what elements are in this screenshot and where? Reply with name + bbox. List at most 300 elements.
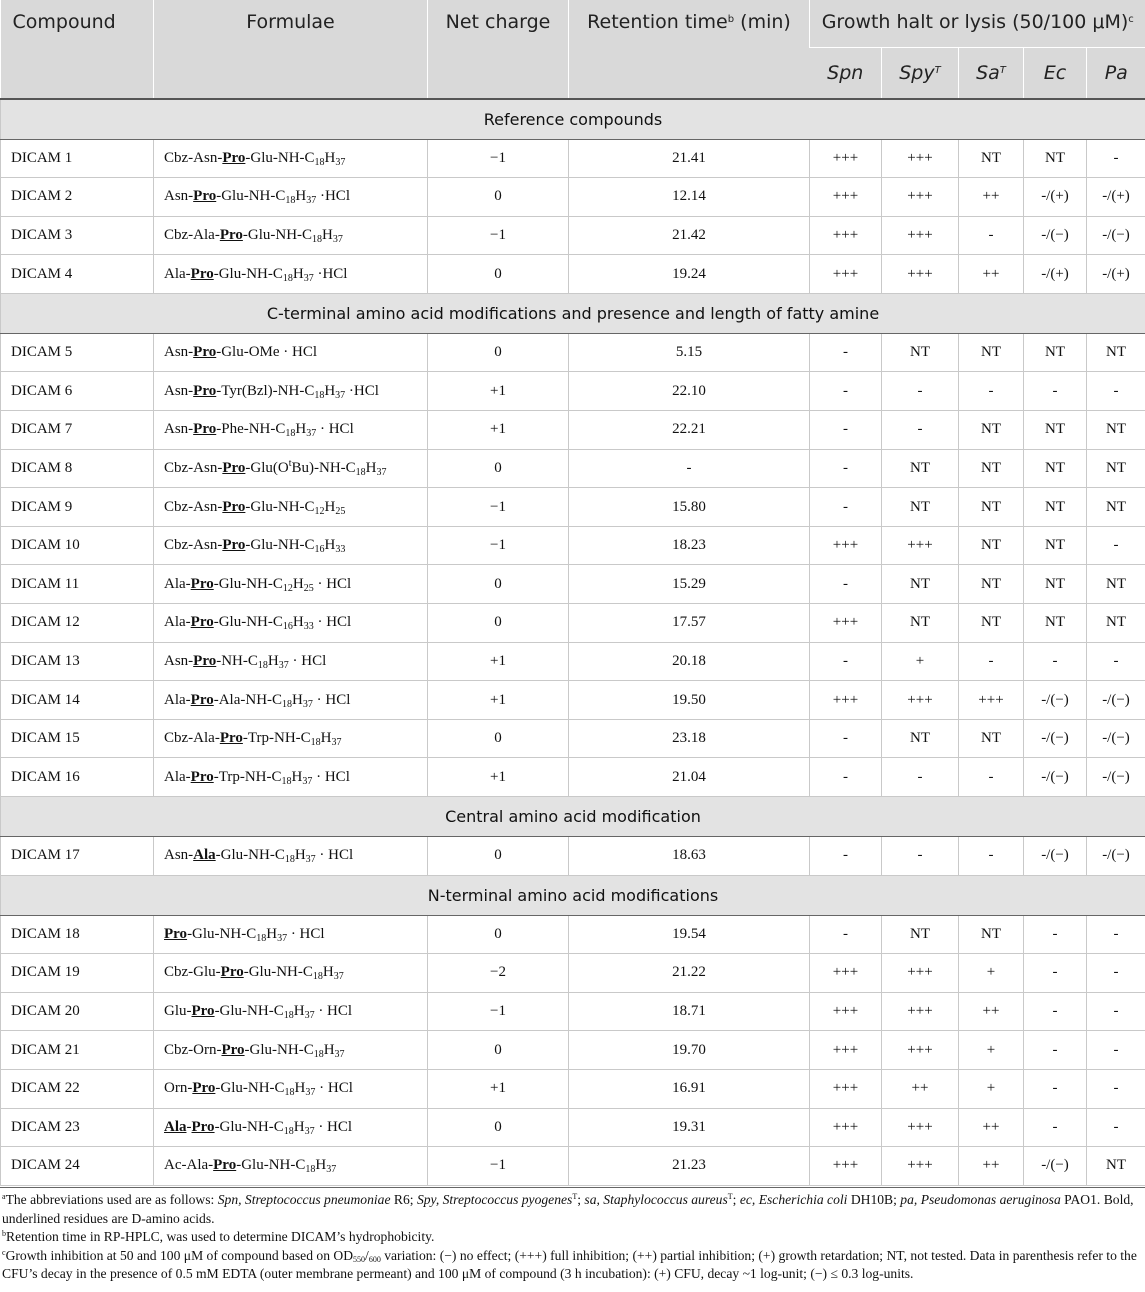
d-amino-residue: Pro — [213, 1157, 237, 1174]
d-amino-residue: Pro — [220, 964, 244, 981]
header-ec: Ec — [1024, 47, 1087, 99]
formula-cell — [154, 1031, 428, 1070]
d-amino-residue: Pro — [221, 1041, 245, 1058]
d-amino-residue: Ala — [164, 1118, 187, 1135]
table-row — [1, 565, 1145, 604]
pa-cell: NT — [1087, 411, 1145, 450]
spy-cell: +++ — [882, 1147, 959, 1186]
ec-cell: NT — [1024, 565, 1087, 604]
retention-time-cell: 22.21 — [569, 411, 810, 450]
formula-text: H — [292, 265, 304, 282]
formula-text: Bu)-NH-C — [291, 459, 356, 476]
pa-cell: - — [1087, 139, 1145, 178]
formula-cell — [154, 642, 428, 681]
compound-cell: DICAM 5 — [1, 333, 154, 372]
compound-cell: DICAM 6 — [1, 372, 154, 411]
formula-subscript: 18 — [281, 775, 292, 787]
retention-time-cell: - — [569, 449, 810, 488]
table-row — [1, 488, 1145, 527]
sa-cell: +++ — [959, 681, 1024, 720]
compound-cell: DICAM 21 — [1, 1031, 154, 1070]
formula-subscript: 37 — [278, 659, 289, 671]
formula-text: Ala- — [164, 575, 191, 592]
table-row — [1, 681, 1145, 720]
formula-text: -Glu-NH-C — [244, 1041, 314, 1058]
formula-text: Cbz-Ala- — [164, 226, 220, 243]
retention-time-cell: 22.10 — [569, 372, 810, 411]
formula-text: H — [295, 421, 307, 438]
formula-text: Ala- — [164, 614, 191, 631]
footnote-text: variation: (−) no effect; (+++) full inhibition; (++) partial inhibition; (+) growth retardation; NT, not tested. Data in parenthesis refer to the CFU’s decay in the presence of 0.5 mM EDTA (outer membrane permeant) and 100 μM of compound (3 h incubation): (+) CFU, decay ~1 log-unit; (−) ≤ 0.3 log-units. — [2, 1247, 1137, 1282]
net-charge-cell: −2 — [428, 954, 569, 993]
d-amino-residue: Pro — [193, 344, 217, 361]
spy-cell: NT — [882, 449, 959, 488]
spn-cell: +++ — [810, 681, 882, 720]
spy-cell: +++ — [882, 992, 959, 1031]
header-formulae: Formulae — [154, 0, 428, 99]
spy-cell: +++ — [882, 139, 959, 178]
formula-subscript: 18 — [284, 1087, 295, 1099]
spy-cell: +++ — [882, 178, 959, 217]
compound-cell: DICAM 4 — [1, 255, 154, 294]
pa-cell: -/(−) — [1087, 837, 1145, 876]
footnote-b — [0, 1228, 1145, 1247]
spy-cell: +++ — [882, 255, 959, 294]
sa-cell: NT — [959, 604, 1024, 643]
header-spn: Spn — [810, 47, 882, 99]
spn-cell: +++ — [810, 1069, 882, 1108]
formula-cell — [154, 954, 428, 993]
sa-cell: NT — [959, 449, 1024, 488]
compound-cell: DICAM 11 — [1, 565, 154, 604]
compound-cell: DICAM 22 — [1, 1069, 154, 1108]
formula-text: H — [324, 498, 336, 515]
formula-cell — [154, 758, 428, 797]
formula-text: ·HCl — [345, 382, 379, 399]
pa-cell: -/(−) — [1087, 758, 1145, 797]
footnote-text: Spn, Streptococcus pneumoniae — [217, 1192, 391, 1207]
formula-subscript: 37 — [376, 466, 387, 478]
spn-cell: +++ — [810, 992, 882, 1031]
ec-cell: -/(+) — [1024, 178, 1087, 217]
ec-cell: - — [1024, 915, 1087, 954]
formula-subscript: 37 — [335, 389, 346, 401]
retention-time-cell: 19.50 — [569, 681, 810, 720]
d-amino-residue: Pro — [222, 537, 246, 554]
retention-time-cell: 5.15 — [569, 333, 810, 372]
formula-text: H — [323, 1041, 335, 1058]
pa-cell: -/(−) — [1087, 719, 1145, 758]
formula-text: -Glu(O — [245, 459, 289, 476]
sa-cell: NT — [959, 915, 1024, 954]
spy-cell: +++ — [882, 954, 959, 993]
d-amino-residue: Ala — [193, 847, 216, 864]
net-charge-cell: 0 — [428, 1031, 569, 1070]
formula-text: -Glu-NH-C — [215, 1080, 285, 1097]
formula-subscript: 18 — [283, 1125, 294, 1137]
ec-cell: - — [1024, 992, 1087, 1031]
sa-cell: NT — [959, 333, 1024, 372]
compound-cell: DICAM 13 — [1, 642, 154, 681]
formula-text: -Glu-NH-C — [215, 847, 285, 864]
formula-text: · HCl — [314, 1003, 353, 1020]
spy-cell: NT — [882, 565, 959, 604]
retention-time-cell: 19.70 — [569, 1031, 810, 1070]
formula-cell — [154, 681, 428, 720]
table-row — [1, 758, 1145, 797]
retention-time-cell: 15.80 — [569, 488, 810, 527]
compound-cell: DICAM 10 — [1, 526, 154, 565]
header-growth: Growth halt or lysis (50/100 μM)$^c$ — [810, 0, 1145, 47]
spy-cell: - — [882, 411, 959, 450]
formula-text: H — [267, 652, 279, 669]
spn-cell: - — [810, 372, 882, 411]
formula-text: Ala- — [164, 691, 191, 708]
formula-cell — [154, 915, 428, 954]
spn-cell: +++ — [810, 1108, 882, 1147]
formula-cell — [154, 372, 428, 411]
header-retention-time: Retention time$^b$ (min) — [569, 0, 810, 99]
net-charge-cell: 0 — [428, 255, 569, 294]
formula-text: -Tyr(Bzl)-NH-C — [216, 382, 315, 399]
formula-text: Cbz-Orn- — [164, 1041, 222, 1058]
formula-text: Cbz-Asn- — [164, 459, 223, 476]
sa-cell: + — [959, 1031, 1024, 1070]
pa-cell: NT — [1087, 333, 1145, 372]
table-row — [1, 216, 1145, 255]
formula-text: H — [324, 537, 336, 554]
table-row — [1, 954, 1145, 993]
compound-cell: DICAM 24 — [1, 1147, 154, 1186]
formula-text: -Glu-NH-C — [245, 149, 315, 166]
formula-cell — [154, 565, 428, 604]
formula-subscript: 12 — [282, 582, 293, 594]
spy-cell: + — [882, 642, 959, 681]
formula-text: -NH-C — [216, 652, 258, 669]
sa-cell: ++ — [959, 992, 1024, 1031]
sa-cell: - — [959, 837, 1024, 876]
retention-time-cell: 17.57 — [569, 604, 810, 643]
formula-subscript: 18 — [282, 698, 293, 710]
compound-cell: DICAM 9 — [1, 488, 154, 527]
section-title: Central amino acid modification — [1, 797, 1145, 837]
formula-text: -Trp-NH-C — [213, 768, 282, 785]
formula-text: -Glu-NH-C — [243, 964, 313, 981]
spn-cell: - — [810, 488, 882, 527]
formula-subscript: 18 — [313, 1048, 324, 1060]
d-amino-residue: Pro — [222, 459, 246, 476]
formula-cell — [154, 488, 428, 527]
retention-time-cell: 16.91 — [569, 1069, 810, 1108]
formula-subscript: 37 — [334, 1048, 345, 1060]
ec-cell: -/(+) — [1024, 255, 1087, 294]
header-compound: Compound — [1, 0, 154, 99]
sa-cell: ++ — [959, 255, 1024, 294]
pa-cell: NT — [1087, 565, 1145, 604]
spn-cell: +++ — [810, 178, 882, 217]
formula-subscript: 16 — [282, 621, 293, 633]
ec-cell: -/(−) — [1024, 837, 1087, 876]
formula-cell — [154, 178, 428, 217]
formula-text: Asn- — [164, 344, 194, 361]
header-sa: $Sa^T$ — [959, 47, 1024, 99]
table-body — [1, 99, 1145, 1186]
formula-text: · HCl — [316, 421, 354, 438]
formula-text: Cbz-Glu- — [164, 964, 221, 981]
formula-subscript: 18 — [285, 195, 296, 207]
pa-cell: - — [1087, 526, 1145, 565]
formula-cell — [154, 1069, 428, 1108]
formula-text: -Ala-NH-C — [213, 691, 283, 708]
pa-cell: - — [1087, 1069, 1145, 1108]
formula-text: · HCl — [315, 1080, 353, 1097]
ec-cell: NT — [1024, 333, 1087, 372]
retention-time-cell: 20.18 — [569, 642, 810, 681]
formula-text: - — [186, 1118, 192, 1135]
pa-cell: NT — [1087, 1147, 1145, 1186]
formula-subscript: 18 — [257, 659, 268, 671]
sa-cell: NT — [959, 526, 1024, 565]
formula-subscript: 25 — [303, 582, 314, 594]
spn-cell: - — [810, 758, 882, 797]
footnote-text: Retention time in RP-HPLC, was used to determine DICAM’s hydrophobicity. — [6, 1229, 435, 1245]
formula-subscript: 37 — [331, 737, 342, 749]
formula-text: Asn- — [164, 652, 194, 669]
retention-time-cell: 19.54 — [569, 915, 810, 954]
spn-cell: +++ — [810, 255, 882, 294]
net-charge-cell: 0 — [428, 449, 569, 488]
formula-text: H — [294, 847, 306, 864]
formula-cell — [154, 255, 428, 294]
spn-cell: +++ — [810, 1147, 882, 1186]
spn-cell: +++ — [810, 216, 882, 255]
formula-subscript: 37 — [303, 272, 314, 284]
formula-superscript: t — [288, 457, 292, 469]
formula-text: H — [315, 1157, 327, 1174]
compound-cell: DICAM 14 — [1, 681, 154, 720]
spn-cell: +++ — [810, 139, 882, 178]
pa-cell: - — [1087, 1031, 1145, 1070]
formula-text: Ala- — [164, 768, 191, 785]
retention-time-cell: 19.24 — [569, 255, 810, 294]
retention-time-cell: 21.42 — [569, 216, 810, 255]
formula-subscript: 37 — [304, 1010, 315, 1022]
net-charge-cell: 0 — [428, 565, 569, 604]
retention-time-cell: 15.29 — [569, 565, 810, 604]
formula-text: · HCl — [312, 691, 351, 708]
formula-subscript: 18 — [285, 428, 296, 440]
formula-subscript: 37 — [302, 775, 313, 787]
section-title: C-terminal amino acid modifications and presence and length of fatty amine — [1, 293, 1145, 333]
retention-time-cell: 21.04 — [569, 758, 810, 797]
compound-cell: DICAM 8 — [1, 449, 154, 488]
formula-text: Ala- — [164, 265, 191, 282]
spy-cell: NT — [882, 719, 959, 758]
formula-subscript: 37 — [277, 932, 288, 944]
d-amino-residue: Pro — [193, 652, 217, 669]
footnote-text: Spy, Streptococcus pyogenes — [416, 1192, 573, 1207]
formula-subscript: 37 — [305, 1087, 316, 1099]
sa-cell: NT — [959, 411, 1024, 450]
retention-time-cell: 18.63 — [569, 837, 810, 876]
section-title: N-terminal amino acid modifications — [1, 875, 1145, 915]
ec-cell: - — [1024, 1108, 1087, 1147]
retention-time-cell: 12.14 — [569, 178, 810, 217]
footnote-c — [0, 1247, 1145, 1284]
net-charge-cell: −1 — [428, 526, 569, 565]
sa-cell: - — [959, 758, 1024, 797]
ec-cell: -/(−) — [1024, 1147, 1087, 1186]
table-row — [1, 526, 1145, 565]
formula-text: -Glu-NH-C — [242, 226, 313, 243]
footnote-text: ; — [732, 1192, 740, 1207]
formula-subscript: 18 — [314, 389, 325, 401]
net-charge-cell: −1 — [428, 488, 569, 527]
formula-subscript: 37 — [304, 1125, 315, 1137]
footnote-subscript: 600 — [368, 1254, 381, 1264]
compound-cell: DICAM 2 — [1, 178, 154, 217]
formula-text: H — [295, 188, 307, 205]
formula-text: · HCl — [315, 847, 354, 864]
d-amino-residue: Pro — [222, 498, 246, 515]
compound-cell: DICAM 1 — [1, 139, 154, 178]
footnote-superscript: c — [2, 1247, 6, 1257]
spy-cell: +++ — [882, 216, 959, 255]
formula-text: -Glu-NH-C — [213, 575, 283, 592]
formula-cell — [154, 837, 428, 876]
spy-cell: NT — [882, 488, 959, 527]
formula-text: -Trp-NH-C — [242, 730, 311, 747]
formula-text: ·HCl — [313, 265, 348, 282]
sa-cell: - — [959, 216, 1024, 255]
net-charge-cell: −1 — [428, 216, 569, 255]
ec-cell: - — [1024, 1031, 1087, 1070]
formula-subscript: 33 — [303, 621, 314, 633]
header-net-charge: Net charge — [428, 0, 569, 99]
net-charge-cell: −1 — [428, 992, 569, 1031]
formula-text: H — [292, 614, 304, 631]
sa-cell: ++ — [959, 1147, 1024, 1186]
formula-cell — [154, 719, 428, 758]
retention-time-cell: 18.71 — [569, 992, 810, 1031]
d-amino-residue: Pro — [191, 1118, 215, 1135]
ec-cell: NT — [1024, 488, 1087, 527]
formula-text: -Glu-NH-C — [213, 614, 283, 631]
spy-cell: NT — [882, 915, 959, 954]
net-charge-cell: 0 — [428, 178, 569, 217]
d-amino-residue: Pro — [219, 226, 243, 243]
spy-cell: +++ — [882, 1031, 959, 1070]
formula-cell — [154, 526, 428, 565]
table-row — [1, 333, 1145, 372]
spn-cell: - — [810, 411, 882, 450]
formula-subscript: 18 — [305, 1164, 316, 1176]
retention-time-cell: 21.41 — [569, 139, 810, 178]
formula-text: H — [324, 149, 336, 166]
ec-cell: -/(−) — [1024, 719, 1087, 758]
formula-subscript: 18 — [312, 233, 323, 245]
formula-cell — [154, 216, 428, 255]
table-row — [1, 255, 1145, 294]
formula-text: H — [292, 575, 304, 592]
d-amino-residue: Pro — [190, 691, 214, 708]
compound-cell: DICAM 19 — [1, 954, 154, 993]
formula-subscript: 37 — [333, 971, 344, 983]
spy-cell: - — [882, 372, 959, 411]
spy-cell: +++ — [882, 681, 959, 720]
formula-text: Cbz-Asn- — [164, 498, 223, 515]
ec-cell: -/(−) — [1024, 758, 1087, 797]
section-title: Reference compounds — [1, 99, 1145, 140]
formula-subscript: 37 — [305, 854, 316, 866]
formula-text: -Glu-NH-C — [214, 1003, 284, 1020]
formula-text: Orn- — [164, 1080, 193, 1097]
formula-subscript: 18 — [283, 1010, 294, 1022]
spy-cell: NT — [882, 333, 959, 372]
net-charge-cell: +1 — [428, 1069, 569, 1108]
retention-time-cell: 21.22 — [569, 954, 810, 993]
table-row — [1, 178, 1145, 217]
sa-cell: + — [959, 1069, 1024, 1108]
compound-cell: DICAM 15 — [1, 719, 154, 758]
header-spy: Spy$^T$ — [882, 47, 959, 99]
formula-text: Asn- — [164, 847, 194, 864]
d-amino-residue: Pro — [222, 149, 246, 166]
sa-cell: NT — [959, 488, 1024, 527]
formula-cell — [154, 1147, 428, 1186]
spy-cell: NT — [882, 604, 959, 643]
d-amino-residue: Pro — [190, 265, 214, 282]
footnote-superscript: T — [572, 1192, 578, 1201]
formula-subscript: 18 — [355, 466, 366, 478]
net-charge-cell: 0 — [428, 604, 569, 643]
spy-cell: +++ — [882, 1108, 959, 1147]
formula-text: Cbz-Asn- — [164, 537, 223, 554]
ec-cell: NT — [1024, 139, 1087, 178]
footnote-superscript: T — [727, 1192, 733, 1201]
pa-cell: - — [1087, 992, 1145, 1031]
net-charge-cell: −1 — [428, 1147, 569, 1186]
ec-cell: NT — [1024, 526, 1087, 565]
ec-cell: NT — [1024, 411, 1087, 450]
d-amino-residue: Pro — [193, 382, 217, 399]
header-pa: Pa — [1087, 47, 1145, 99]
table-row — [1, 449, 1145, 488]
formula-subscript: 33 — [335, 544, 346, 556]
table-row — [1, 915, 1145, 954]
ec-cell: - — [1024, 1069, 1087, 1108]
formula-text: H — [320, 730, 332, 747]
spn-cell: - — [810, 333, 882, 372]
net-charge-cell: 0 — [428, 719, 569, 758]
spn-cell: +++ — [810, 604, 882, 643]
spn-cell: - — [810, 642, 882, 681]
table-row — [1, 411, 1145, 450]
formula-cell — [154, 1108, 428, 1147]
compound-cell: DICAM 16 — [1, 758, 154, 797]
net-charge-cell: −1 — [428, 139, 569, 178]
formula-cell — [154, 333, 428, 372]
compound-cell: DICAM 18 — [1, 915, 154, 954]
formula-text: · HCl — [313, 575, 352, 592]
d-amino-residue: Pro — [193, 421, 217, 438]
formula-subscript: 18 — [282, 272, 293, 284]
formula-subscript: 37 — [306, 428, 317, 440]
pa-cell: - — [1087, 372, 1145, 411]
net-charge-cell: +1 — [428, 411, 569, 450]
footnotes — [0, 1187, 1145, 1284]
formula-subscript: 37 — [302, 698, 313, 710]
